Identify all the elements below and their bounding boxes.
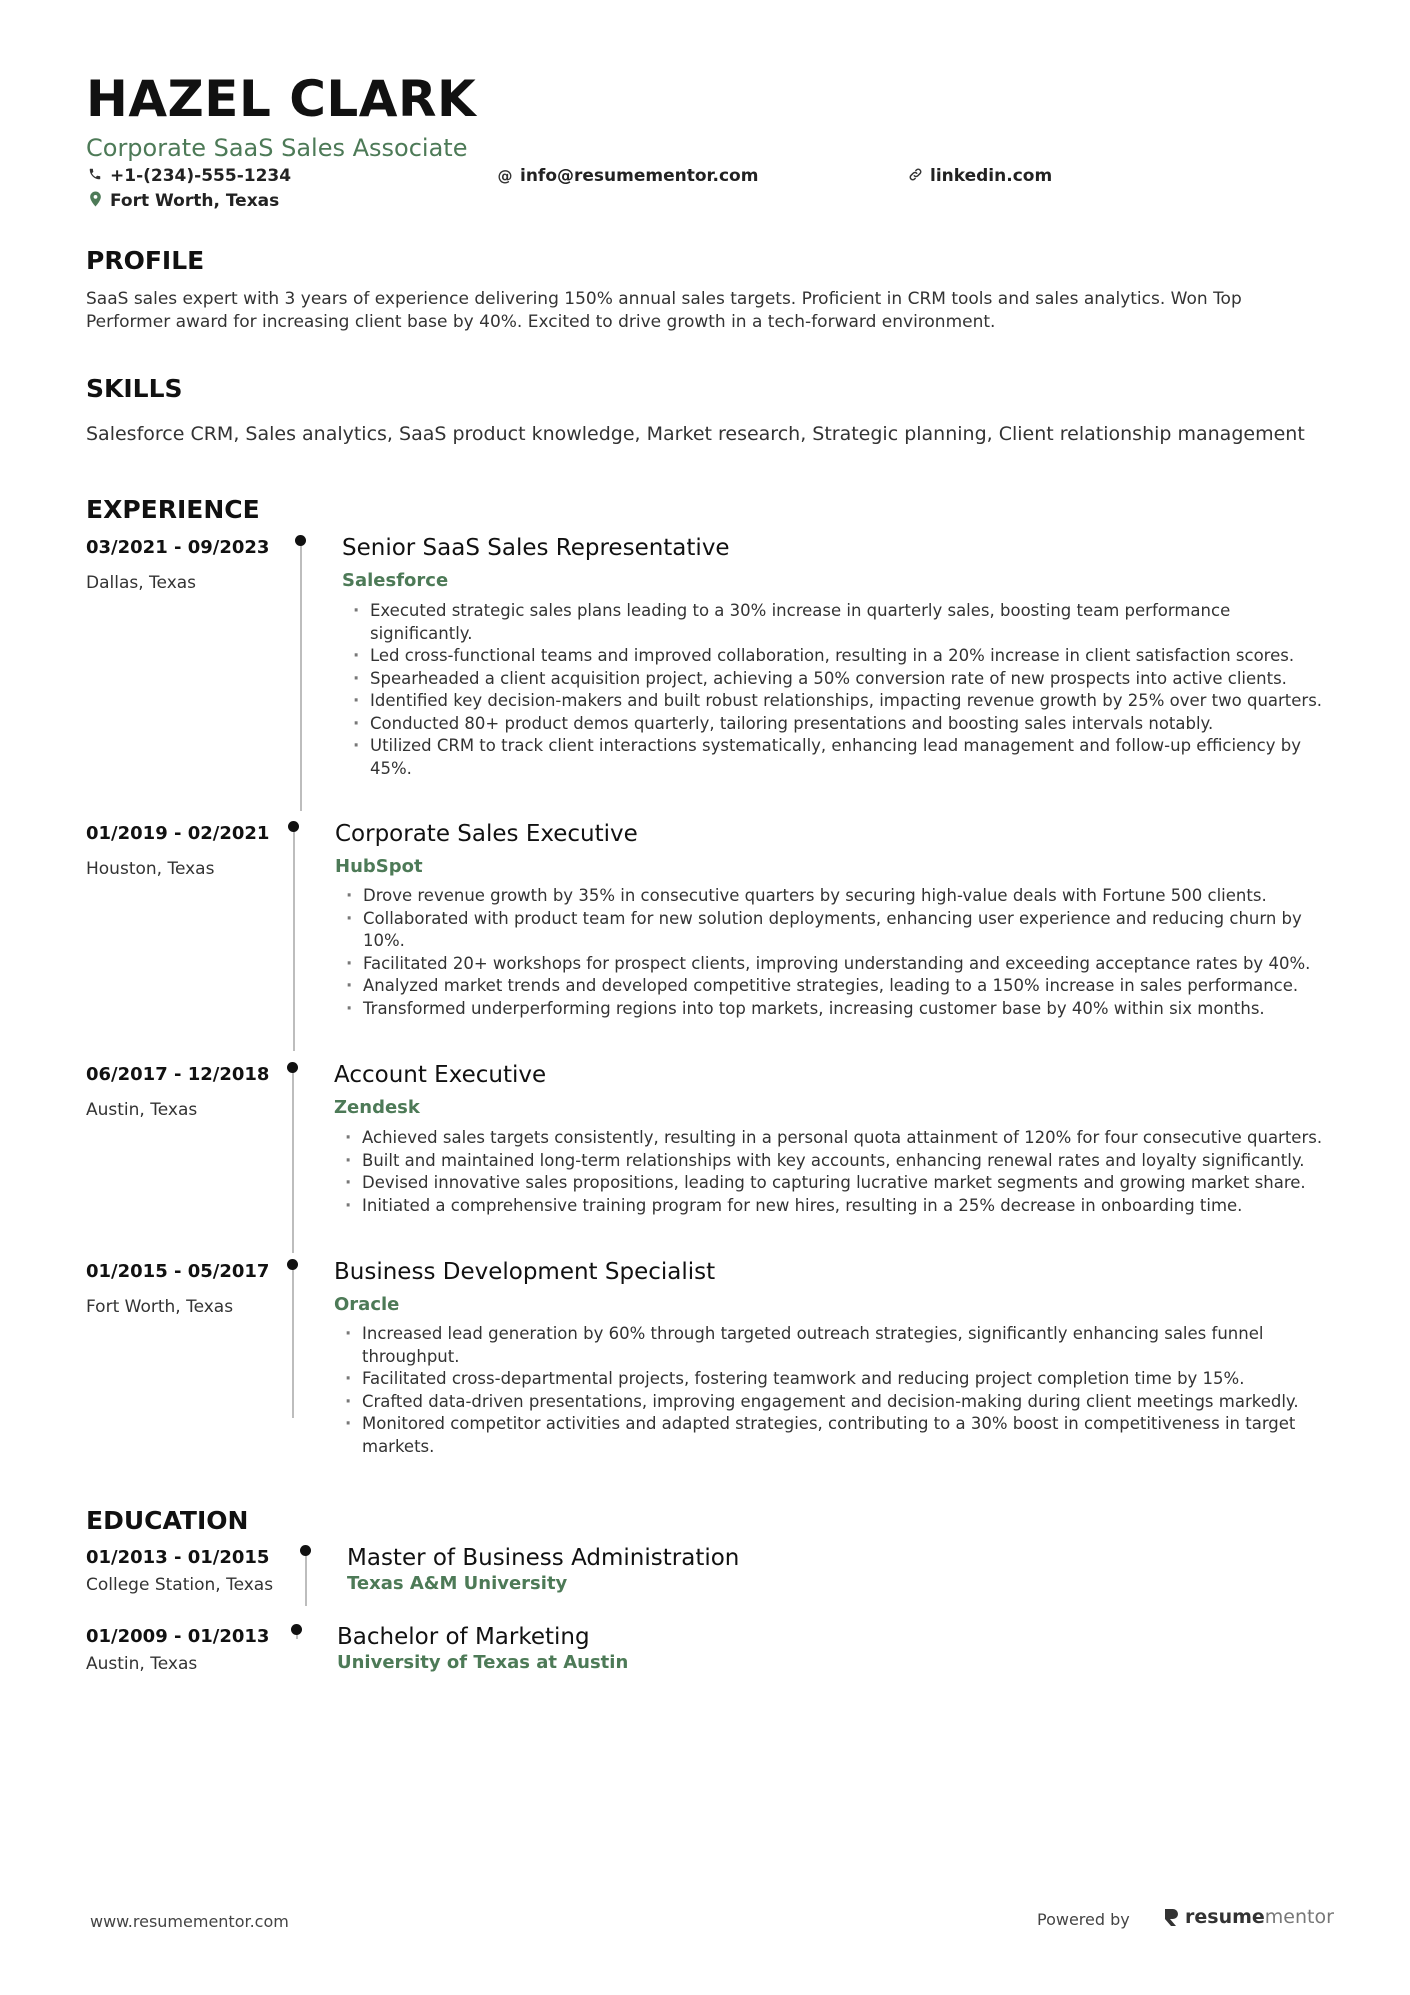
- timeline-dot: [287, 1062, 298, 1073]
- edu-degree: Bachelor of Marketing: [337, 1624, 590, 1650]
- list-item: · Increased lead generation by 60% through targeted outreach strategies, significantly enhancing sales funnel throughput.: [339, 1323, 1339, 1368]
- job-role: Business Development Specialist: [334, 1259, 716, 1285]
- contact-location: [86, 191, 279, 211]
- timeline-dot: [288, 821, 299, 832]
- job-company: Oracle: [334, 1294, 400, 1315]
- edu-dates: 01/2009 - 01/2013: [86, 1626, 270, 1647]
- profile-line: SaaS sales expert with 3 years of experience delivering 150% annual sales targets. Proficient in CRM tools and sales analytics. Won Top: [86, 289, 1242, 309]
- section-title-profile: PROFILE: [86, 246, 205, 275]
- timeline-line: [305, 1550, 307, 1606]
- logo-mark-icon: [1163, 1907, 1179, 1927]
- job-location: Austin, Texas: [86, 1100, 198, 1120]
- edu-location: Austin, Texas: [86, 1654, 198, 1674]
- logo-text-mentor: mentor: [1264, 1906, 1334, 1928]
- contact-linkedin[interactable]: [906, 166, 1052, 186]
- list-item: · Achieved sales targets consistently, resulting in a personal quota attainment of 120% for four consecutive quarters.: [339, 1127, 1339, 1150]
- section-title-skills: SKILLS: [86, 374, 183, 403]
- link-icon: [906, 167, 924, 186]
- phone-text: +1-(234)-555-1234: [110, 166, 292, 186]
- timeline-dot: [287, 1259, 298, 1270]
- at-icon: @: [497, 167, 513, 186]
- list-item: · Executed strategic sales plans leading to a 30% increase in quarterly sales, boosting team performance significantly.: [347, 600, 1337, 645]
- profile-summary: [86, 288, 1326, 333]
- resumementor-logo[interactable]: [1163, 1906, 1334, 1928]
- list-item: · Monitored competitor activities and adapted strategies, contributing to a 30% boost in competitiveness in target markets.: [339, 1413, 1339, 1458]
- contact-email[interactable]: [496, 166, 758, 186]
- list-item: · Devised innovative sales propositions, leading to capturing lucrative market segments and growing market share.: [339, 1172, 1339, 1195]
- job-location: Fort Worth, Texas: [86, 1297, 234, 1317]
- timeline-line: [293, 826, 295, 1051]
- job-company: Zendesk: [334, 1097, 420, 1118]
- list-item: · Led cross-functional teams and improved collaboration, resulting in a 20% increase in client satisfaction scores.: [347, 645, 1337, 668]
- list-item: · Analyzed market trends and developed competitive strategies, leading to a 150% increase in sales performance.: [340, 975, 1325, 998]
- timeline-dot: [291, 1624, 302, 1635]
- timeline-line: [300, 540, 302, 811]
- timeline-line: [292, 1067, 294, 1253]
- edu-school: Texas A&M University: [347, 1573, 568, 1594]
- edu-degree: Master of Business Administration: [347, 1545, 740, 1571]
- job-dates: 03/2021 - 09/2023: [86, 537, 270, 558]
- job-role: Corporate Sales Executive: [335, 821, 638, 847]
- phone-icon: [86, 167, 104, 185]
- job-bullets: [339, 1127, 1339, 1217]
- location-text: Fort Worth, Texas: [110, 191, 280, 211]
- linkedin-text: linkedin.com: [930, 166, 1053, 186]
- list-item: · Conducted 80+ product demos quarterly, tailoring presentations and boosting sales intervals notably.: [347, 713, 1337, 736]
- edu-dates: 01/2013 - 01/2015: [86, 1547, 270, 1568]
- job-company: HubSpot: [335, 856, 423, 877]
- list-item: · Spearheaded a client acquisition project, achieving a 50% conversion rate of new prospects into active clients.: [347, 668, 1337, 691]
- job-location: Dallas, Texas: [86, 573, 197, 593]
- list-item: · Identified key decision-makers and built robust relationships, impacting revenue growth by 25% over two quarters.: [347, 690, 1337, 713]
- list-item: · Built and maintained long-term relationships with key accounts, enhancing renewal rates and loyalty significantly.: [339, 1150, 1339, 1173]
- contact-phone[interactable]: [86, 166, 291, 186]
- footer-powered-by: Powered by: [1037, 1910, 1130, 1929]
- list-item: · Drove revenue growth by 35% in consecutive quarters by securing high-value deals with Fortune 500 clients.: [340, 885, 1325, 908]
- logo-text-resume: resume: [1185, 1906, 1265, 1928]
- email-text: info@resumementor.com: [520, 166, 759, 186]
- job-bullets: [340, 885, 1325, 1020]
- list-item: · Initiated a comprehensive training program for new hires, resulting in a 25% decrease in onboarding time.: [339, 1195, 1339, 1218]
- section-title-experience: EXPERIENCE: [86, 495, 260, 524]
- job-bullets: [347, 600, 1337, 780]
- job-dates: 06/2017 - 12/2018: [86, 1064, 270, 1085]
- list-item: · Facilitated 20+ workshops for prospect clients, improving understanding and exceeding acceptance rates by 40%.: [340, 953, 1325, 976]
- list-item: · Facilitated cross-departmental projects, fostering teamwork and reducing project completion time by 15%.: [339, 1368, 1339, 1391]
- timeline-line: [292, 1264, 294, 1418]
- footer-website[interactable]: www.resumementor.com: [90, 1912, 289, 1931]
- job-location: Houston, Texas: [86, 859, 215, 879]
- job-bullets: [339, 1323, 1339, 1458]
- job-dates: 01/2019 - 02/2021: [86, 823, 270, 844]
- job-role: Senior SaaS Sales Representative: [342, 535, 730, 561]
- job-company: Salesforce: [342, 570, 449, 591]
- job-role: Account Executive: [334, 1062, 547, 1088]
- timeline-dot: [295, 535, 306, 546]
- list-item: · Utilized CRM to track client interactions systematically, enhancing lead management and follow-up efficiency by 45%.: [347, 735, 1337, 780]
- map-pin-icon: [86, 191, 104, 211]
- section-title-education: EDUCATION: [86, 1506, 249, 1535]
- timeline-dot: [300, 1545, 311, 1556]
- list-item: · Transformed underperforming regions into top markets, increasing customer base by 40% within six months.: [340, 998, 1325, 1021]
- profile-line: Performer award for increasing client base by 40%. Excited to drive growth in a tech-forward environment.: [86, 311, 996, 332]
- edu-school: University of Texas at Austin: [337, 1652, 629, 1673]
- job-title: Corporate SaaS Sales Associate: [86, 134, 468, 162]
- edu-location: College Station, Texas: [86, 1575, 274, 1595]
- skills-list: Salesforce CRM, Sales analytics, SaaS product knowledge, Market research, Strategic planning, Client relationship management: [86, 423, 1305, 445]
- job-dates: 01/2015 - 05/2017: [86, 1261, 270, 1282]
- candidate-name: HAZEL CLARK: [86, 70, 477, 128]
- list-item: · Collaborated with product team for new solution deployments, enhancing user experience and reducing churn by 10%.: [340, 908, 1325, 953]
- list-item: · Crafted data-driven presentations, improving engagement and decision-making during client meetings markedly.: [339, 1391, 1339, 1414]
